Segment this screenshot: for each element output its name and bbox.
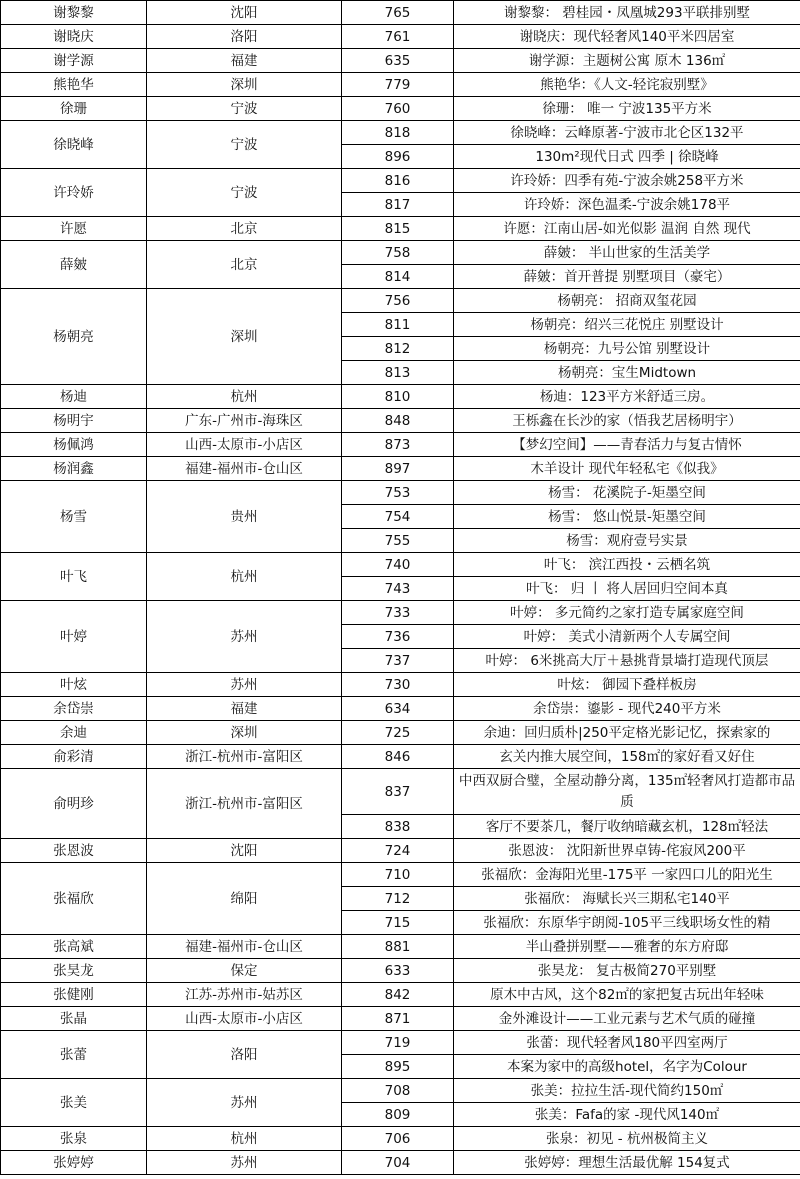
project-title-cell: 张福欣： 海赋长兴三期私宅140平 [454, 887, 800, 911]
project-id-cell: 815 [342, 217, 454, 241]
table-row [1, 673, 800, 697]
designer-name-cell: 谢晓庆 [1, 25, 147, 49]
location-cell: 苏州 [147, 1151, 342, 1175]
table-row [1, 553, 800, 577]
project-id-cell: 818 [342, 121, 454, 145]
designer-name-cell: 俞明珍 [1, 769, 147, 839]
project-title-cell: 杨迪：123平方米舒适三房。 [454, 385, 800, 409]
project-id-cell: 704 [342, 1151, 454, 1175]
project-title-cell: 张蕾：现代轻奢风180平四室两厅 [454, 1031, 800, 1055]
project-title-cell: 原木中古风，这个82㎡的家把复古玩出年轻味 [454, 983, 800, 1007]
designer-name-cell: 许玲娇 [1, 169, 147, 217]
designer-name-cell: 徐晓峰 [1, 121, 147, 169]
project-title-cell: 薛皴： 半山世家的生活美学 [454, 241, 800, 265]
designer-name-cell: 许愿 [1, 217, 147, 241]
location-cell: 杭州 [147, 553, 342, 601]
location-cell: 浙江-杭州市-富阳区 [147, 769, 342, 839]
project-id-cell: 871 [342, 1007, 454, 1031]
project-title-cell: 许玲娇：深色温柔-宁波余姚178平 [454, 193, 800, 217]
project-title-cell: 张福欣：金海阳光里-175平 一家四口儿的阳光生 [454, 863, 800, 887]
designer-name-cell: 叶炫 [1, 673, 147, 697]
table-row [1, 1007, 800, 1031]
project-title-cell: 张昊龙： 复古极简270平别墅 [454, 959, 800, 983]
table-row [1, 959, 800, 983]
location-cell: 山西-太原市-小店区 [147, 1007, 342, 1031]
project-title-cell: 张泉：初见 - 杭州极简主义 [454, 1127, 800, 1151]
project-id-cell: 712 [342, 887, 454, 911]
project-title-cell: 张美：拉拉生活-现代简约150㎡ [454, 1079, 800, 1103]
project-title-cell: 许愿：江南山居-如光似影 温润 自然 现代 [454, 217, 800, 241]
project-title-cell: 130m²现代日式 四季 | 徐晓峰 [454, 145, 800, 169]
table-row [1, 385, 800, 409]
project-title-cell: 杨朝亮：九号公馆 别墅设计 [454, 337, 800, 361]
project-title-cell: 徐珊： 唯一 宁波135平方米 [454, 97, 800, 121]
project-title-cell: 叶飞： 滨江西投・云栖名筑 [454, 553, 800, 577]
project-id-cell: 809 [342, 1103, 454, 1127]
project-id-cell: 633 [342, 959, 454, 983]
project-id-cell: 814 [342, 265, 454, 289]
location-cell: 福建 [147, 49, 342, 73]
project-id-cell: 737 [342, 649, 454, 673]
location-cell: 福建 [147, 697, 342, 721]
project-title-cell: 金外滩设计——工业元素与艺术气质的碰撞 [454, 1007, 800, 1031]
table-row [1, 769, 800, 815]
project-id-cell: 838 [342, 815, 454, 839]
project-id-cell: 736 [342, 625, 454, 649]
table-row [1, 983, 800, 1007]
designer-name-cell: 俞彩清 [1, 745, 147, 769]
table-row [1, 121, 800, 145]
project-title-cell: 杨雪： 花溪院子-矩墨空间 [454, 481, 800, 505]
project-title-cell: 杨朝亮：宝生Midtown [454, 361, 800, 385]
project-id-cell: 753 [342, 481, 454, 505]
project-title-cell: 杨朝亮： 招商双玺花园 [454, 289, 800, 313]
project-id-cell: 758 [342, 241, 454, 265]
project-id-cell: 760 [342, 97, 454, 121]
location-cell: 贵州 [147, 481, 342, 553]
project-title-cell: 叶婷： 美式小清新两个人专属空间 [454, 625, 800, 649]
project-title-cell: 余岱崇：鎏影 - 现代240平方米 [454, 697, 800, 721]
designer-name-cell: 余岱崇 [1, 697, 147, 721]
designer-name-cell: 张高斌 [1, 935, 147, 959]
table-row [1, 97, 800, 121]
project-id-cell: 873 [342, 433, 454, 457]
location-cell: 苏州 [147, 601, 342, 673]
designer-name-cell: 徐珊 [1, 97, 147, 121]
location-cell: 深圳 [147, 289, 342, 385]
project-title-cell: 中西双厨合璧，全屋动静分离，135㎡轻奢风打造都市品质 [454, 769, 800, 815]
location-cell: 广东-广州市-海珠区 [147, 409, 342, 433]
location-cell: 洛阳 [147, 1031, 342, 1079]
project-id-cell: 842 [342, 983, 454, 1007]
location-cell: 洛阳 [147, 25, 342, 49]
project-id-cell: 756 [342, 289, 454, 313]
project-id-cell: 724 [342, 839, 454, 863]
location-cell: 北京 [147, 241, 342, 289]
project-title-cell: 张婷婷：理想生活最优解 154复式 [454, 1151, 800, 1175]
designer-name-cell: 张泉 [1, 1127, 147, 1151]
project-title-cell: 张福欣：东原华宇朗阅-105平三线职场女性的精 [454, 911, 800, 935]
project-title-cell: 木羊设计 现代年轻私宅《似我》 [454, 457, 800, 481]
project-id-cell: 810 [342, 385, 454, 409]
designer-name-cell: 叶飞 [1, 553, 147, 601]
designer-name-cell: 薛皴 [1, 241, 147, 289]
designer-name-cell: 张晶 [1, 1007, 147, 1031]
location-cell: 绵阳 [147, 863, 342, 935]
project-title-cell: 余迪：回归质朴|250平定格光影记忆，探索家的 [454, 721, 800, 745]
designer-name-cell: 张婷婷 [1, 1151, 147, 1175]
location-cell: 沈阳 [147, 1, 342, 25]
project-id-cell: 635 [342, 49, 454, 73]
location-cell: 杭州 [147, 1127, 342, 1151]
table-row [1, 217, 800, 241]
table-row [1, 1031, 800, 1055]
location-cell: 宁波 [147, 121, 342, 169]
table-row [1, 409, 800, 433]
table-row [1, 73, 800, 97]
table-row [1, 241, 800, 265]
table-row [1, 745, 800, 769]
project-id-cell: 779 [342, 73, 454, 97]
location-cell: 保定 [147, 959, 342, 983]
project-title-cell: 【梦幻空间】——青春活力与复古情怀 [454, 433, 800, 457]
table-row [1, 289, 800, 313]
designer-name-cell: 杨明宇 [1, 409, 147, 433]
project-id-cell: 897 [342, 457, 454, 481]
table-row [1, 1127, 800, 1151]
table-row [1, 721, 800, 745]
project-title-cell: 谢黎黎： 碧桂园・凤凰城293平联排别墅 [454, 1, 800, 25]
project-title-cell: 叶炫： 御园下叠样板房 [454, 673, 800, 697]
designer-name-cell: 余迪 [1, 721, 147, 745]
designer-name-cell: 张昊龙 [1, 959, 147, 983]
project-title-cell: 叶婷： 6米挑高大厅＋悬挑背景墙打造现代顶层 [454, 649, 800, 673]
project-title-cell: 玄关内推大展空间，158㎡的家好看又好住 [454, 745, 800, 769]
table-row [1, 863, 800, 887]
project-id-cell: 837 [342, 769, 454, 815]
project-title-cell: 王栎鑫在长沙的家（悟我艺居杨明宇） [454, 409, 800, 433]
location-cell: 宁波 [147, 169, 342, 217]
designer-name-cell: 杨朝亮 [1, 289, 147, 385]
project-title-cell: 许玲娇：四季有苑-宁波余姚258平方米 [454, 169, 800, 193]
project-title-cell: 熊艳华：《人文-轻诧寂别墅》 [454, 73, 800, 97]
project-id-cell: 811 [342, 313, 454, 337]
location-cell: 北京 [147, 217, 342, 241]
project-id-cell: 725 [342, 721, 454, 745]
project-id-cell: 710 [342, 863, 454, 887]
table-row [1, 457, 800, 481]
table-row [1, 49, 800, 73]
project-id-cell: 708 [342, 1079, 454, 1103]
location-cell: 沈阳 [147, 839, 342, 863]
location-cell: 苏州 [147, 673, 342, 697]
project-id-cell: 761 [342, 25, 454, 49]
project-id-cell: 765 [342, 1, 454, 25]
project-id-cell: 715 [342, 911, 454, 935]
designer-name-cell: 杨迪 [1, 385, 147, 409]
project-id-cell: 740 [342, 553, 454, 577]
designer-name-cell: 张福欣 [1, 863, 147, 935]
project-id-cell: 812 [342, 337, 454, 361]
location-cell: 深圳 [147, 721, 342, 745]
project-title-cell: 杨雪： 悠山悦景-矩墨空间 [454, 505, 800, 529]
designer-name-cell: 叶婷 [1, 601, 147, 673]
project-title-cell: 张美：Fafa的家 -现代风140㎡ [454, 1103, 800, 1127]
table-row [1, 1, 800, 25]
project-title-cell: 谢晓庆：现代轻奢风140平米四居室 [454, 25, 800, 49]
designer-name-cell: 谢学源 [1, 49, 147, 73]
table-row [1, 935, 800, 959]
table-body [1, 1, 800, 1175]
project-title-cell: 叶飞： 归 丨 将人居回归空间本真 [454, 577, 800, 601]
project-id-cell: 895 [342, 1055, 454, 1079]
designer-name-cell: 张恩波 [1, 839, 147, 863]
project-title-cell: 张恩波： 沈阳新世界卓铸-侘寂风200平 [454, 839, 800, 863]
designer-name-cell: 张蕾 [1, 1031, 147, 1079]
table-row [1, 481, 800, 505]
location-cell: 浙江-杭州市-富阳区 [147, 745, 342, 769]
designer-name-cell: 杨润鑫 [1, 457, 147, 481]
designer-name-cell: 张健刚 [1, 983, 147, 1007]
designer-name-cell: 熊艳华 [1, 73, 147, 97]
table-row [1, 25, 800, 49]
table-row [1, 1079, 800, 1103]
project-title-cell: 杨朝亮：绍兴三花悦庄 别墅设计 [454, 313, 800, 337]
location-cell: 杭州 [147, 385, 342, 409]
project-id-cell: 706 [342, 1127, 454, 1151]
project-id-cell: 816 [342, 169, 454, 193]
location-cell: 宁波 [147, 97, 342, 121]
project-id-cell: 730 [342, 673, 454, 697]
project-id-cell: 848 [342, 409, 454, 433]
table-row [1, 1151, 800, 1175]
location-cell: 福建-福州市-仓山区 [147, 935, 342, 959]
project-title-cell: 谢学源：主题树公寓 原木 136㎡ [454, 49, 800, 73]
location-cell: 山西-太原市-小店区 [147, 433, 342, 457]
table-row [1, 601, 800, 625]
project-id-cell: 896 [342, 145, 454, 169]
location-cell: 深圳 [147, 73, 342, 97]
table-row [1, 839, 800, 863]
project-title-cell: 薛皴：首开普提 别墅项目（豪宅） [454, 265, 800, 289]
project-id-cell: 813 [342, 361, 454, 385]
project-title-cell: 叶婷： 多元简约之家打造专属家庭空间 [454, 601, 800, 625]
project-title-cell: 杨雪：观府壹号实景 [454, 529, 800, 553]
project-id-cell: 846 [342, 745, 454, 769]
location-cell: 苏州 [147, 1079, 342, 1127]
project-id-cell: 743 [342, 577, 454, 601]
project-title-cell: 徐晓峰：云峰原著-宁波市北仑区132平 [454, 121, 800, 145]
project-id-cell: 634 [342, 697, 454, 721]
project-id-cell: 881 [342, 935, 454, 959]
table-row [1, 697, 800, 721]
project-id-cell: 733 [342, 601, 454, 625]
designer-name-cell: 杨佩鸿 [1, 433, 147, 457]
project-id-cell: 755 [342, 529, 454, 553]
designer-name-cell: 张美 [1, 1079, 147, 1127]
project-title-cell: 客厅不要茶几，餐厅收纳暗藏玄机，128㎡轻法 [454, 815, 800, 839]
table-row [1, 169, 800, 193]
project-id-cell: 719 [342, 1031, 454, 1055]
location-cell: 福建-福州市-仓山区 [147, 457, 342, 481]
project-title-cell: 本案为家中的高级hotel，名字为Colour [454, 1055, 800, 1079]
location-cell: 江苏-苏州市-姑苏区 [147, 983, 342, 1007]
project-id-cell: 754 [342, 505, 454, 529]
designer-name-cell: 谢黎黎 [1, 1, 147, 25]
designer-name-cell: 杨雪 [1, 481, 147, 553]
project-id-cell: 817 [342, 193, 454, 217]
project-title-cell: 半山叠拼别墅——雅奢的东方府邸 [454, 935, 800, 959]
table-row [1, 433, 800, 457]
